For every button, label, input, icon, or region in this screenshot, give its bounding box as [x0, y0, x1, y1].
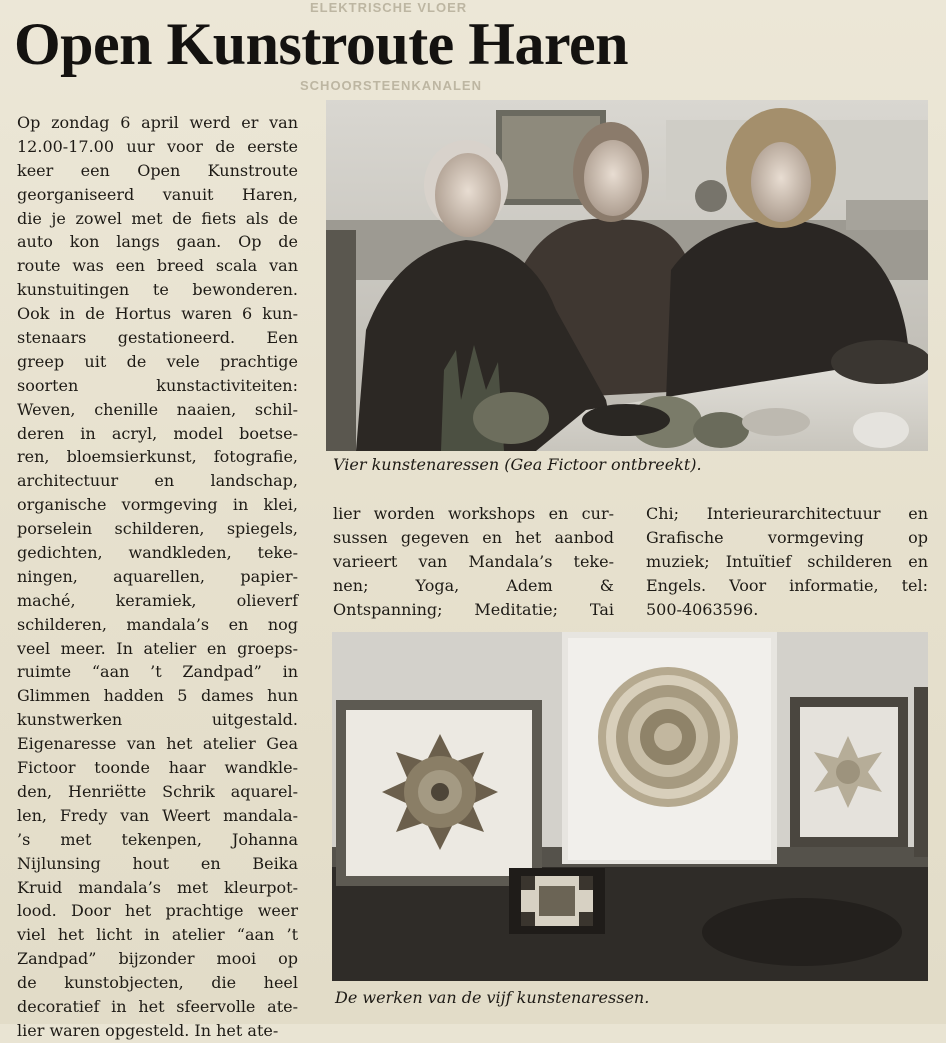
article-line: lood. Door het prachtige weer — [17, 901, 298, 921]
photo-mandala-artworks-icon — [332, 632, 928, 981]
photo-mandala-artworks — [332, 632, 928, 981]
article-line: maché, keramiek, olieverf — [17, 590, 298, 610]
article-line: kunstwerken uitgestald. — [17, 710, 298, 730]
article-line: architectuur en landschap, — [17, 471, 298, 491]
article-line: Eigenaresse van het atelier Gea — [17, 734, 298, 754]
photo-bottom-caption: De werken van de vijf kunstenaressen. — [335, 988, 650, 1007]
article-line: porselein schilderen, spiegels, — [17, 519, 298, 539]
article-line: Ook in de Hortus waren 6 kun- — [17, 304, 298, 324]
article-line: viel het licht in atelier “aan ’t — [17, 925, 298, 945]
article-line: Kruid mandala’s met kleurpot- — [17, 877, 298, 897]
article-line: gedichten, wandkleden, teke- — [17, 543, 298, 563]
article-line: ningen, aquarellen, papier- — [17, 566, 298, 586]
article-line: soorten kunstactiviteiten: — [17, 375, 298, 395]
article-line: organische vormgeving in klei, — [17, 495, 298, 515]
article-line: decoratief in het sfeervolle ate- — [17, 996, 298, 1016]
article-line: greep uit de vele prachtige — [17, 351, 298, 371]
article-line: Nijlunsing hout en Beika — [17, 853, 298, 873]
article-line: Grafische vormgeving op — [646, 527, 928, 547]
article-line: ’s met tekenpen, Johanna — [17, 829, 298, 849]
article-line: lier waren opgesteld. In het ate- — [17, 1020, 279, 1040]
article-line: keer een Open Kunstroute — [17, 160, 298, 180]
article-line: de kunstobjecten, die heel — [17, 973, 298, 993]
article-line: kunstuitingen te bewonderen. — [17, 280, 298, 300]
photo-three-women — [326, 100, 928, 451]
article-line: 12.00-17.00 uur voor de eerste — [17, 136, 298, 156]
article-line: varieert van Mandala’s teke- — [333, 551, 614, 571]
article-line: ruimte “aan ’t Zandpad” in — [17, 662, 298, 682]
article-line: ren, bloemsierkunst, fotografie, — [17, 447, 298, 467]
article-line: Fictoor toonde haar wandkle- — [17, 758, 298, 778]
article-line: nen; Yoga, Adem & — [333, 575, 614, 595]
article-line: sussen gegeven en het aanbod — [333, 527, 614, 547]
article-line: Zandpad” bijzonder mooi op — [17, 949, 298, 969]
article-line: georganiseerd vanuit Haren, — [17, 184, 298, 204]
article-line: deren in acryl, model boetse- — [17, 423, 298, 443]
article-line: Chi; Interieurarchitectuur en — [646, 504, 928, 523]
article-column-3 — [646, 502, 928, 621]
article-line: route was een breed scala van — [17, 256, 298, 276]
photo-top-caption: Vier kunstenaressen (Gea Fictoor ontbreekt). — [333, 455, 702, 474]
article-line: Ontspanning; Meditatie; Tai — [333, 599, 614, 619]
bleed-through-text-2: SCHOORSTEENKANALEN — [300, 78, 482, 93]
headline: Open Kunstroute Haren — [14, 11, 629, 77]
article-column-1 — [17, 111, 298, 1043]
article-column-2 — [333, 502, 614, 621]
article-line: schilderen, mandala’s en nog — [17, 614, 298, 634]
article-line: stenaars gestationeerd. Een — [17, 328, 298, 348]
article-line: Weven, chenille naaien, schil- — [17, 399, 298, 419]
article-line: 500-4063596. — [646, 599, 759, 619]
article-line: auto kon langs gaan. Op de — [17, 232, 298, 252]
photo-three-women-icon — [326, 100, 928, 451]
article-line: muziek; Intuïtief schilderen en — [646, 551, 928, 571]
article-line: Glimmen hadden 5 dames hun — [17, 686, 298, 706]
article-line: veel meer. In atelier en groeps- — [17, 638, 298, 658]
article-line: len, Fredy van Weert mandala- — [17, 805, 298, 825]
article-line: lier worden workshops en cur- — [333, 504, 614, 523]
article-line: die je zowel met de fiets als de — [17, 208, 298, 228]
article-line: den, Henriëtte Schrik aquarel- — [17, 781, 298, 801]
article-line: Engels. Voor informatie, tel: — [646, 575, 928, 595]
bleed-through-text-1: ELEKTRISCHE VLOER — [310, 0, 468, 15]
article-line: Op zondag 6 april werd er van — [17, 113, 298, 132]
